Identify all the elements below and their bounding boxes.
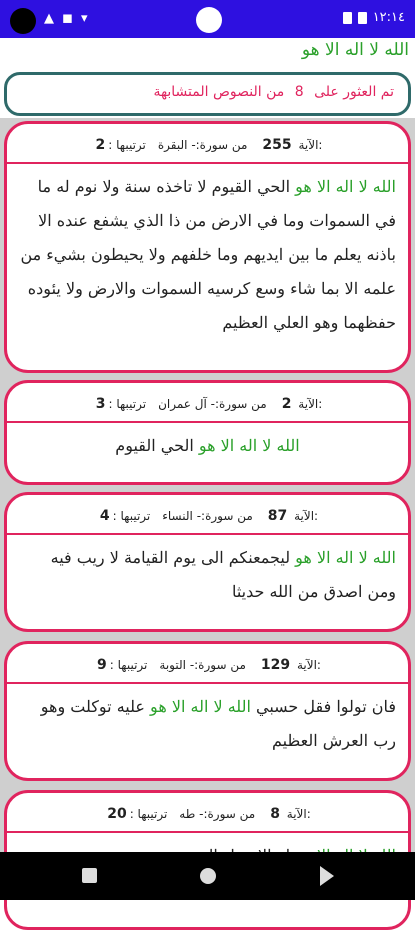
result-card[interactable] <box>4 492 411 632</box>
result-card[interactable] <box>4 641 411 781</box>
card-header <box>7 793 408 833</box>
system-nav-bar <box>0 852 415 900</box>
result-card[interactable] <box>4 121 411 373</box>
order-info: ترتيبها :20 <box>107 806 168 822</box>
surah-name: التوبة <box>159 658 186 672</box>
surah-info: من سورة:- النساء <box>162 509 253 523</box>
ayah-text: الله لا اله الا هو الحي القيوم لا تاخذه سنة ولا نوم له ما في السموات وما في الارض من ذا الذي يشفع عنده الا باذنه يعلم ما بين ايديهم وما خلفهم ولا يحيطون بشيء من علمه الا بما شاء وسع كرسيه السموات والارض ولا يئوده حفظهما وهو العلي العظيم <box>20 177 396 332</box>
surah-name: طه <box>179 807 196 821</box>
ayah-info: :الآية 8 <box>270 806 311 822</box>
ayah-info: :الآية 255 <box>262 137 323 153</box>
sim-icon <box>343 12 352 24</box>
summary-count: 8 <box>294 84 304 100</box>
surah-info: من سورة:- طه <box>179 807 256 821</box>
summary-before: تم العثور على <box>314 84 394 100</box>
surah-info: من سورة:- آل عمران <box>158 397 267 411</box>
ayah-text: فان تولوا فقل حسبي الله لا اله الا هو عليه توكلت وهو رب العرش العظيم <box>40 697 396 750</box>
circle-home-icon[interactable] <box>200 868 216 884</box>
ayah-info: :الآية 2 <box>281 396 323 412</box>
ayah-number: 2 <box>281 396 292 412</box>
ayah-info: :الآية 129 <box>260 657 321 673</box>
order-info: ترتيبها :4 <box>99 508 151 524</box>
surah-info: من سورة:- البقرة <box>157 138 248 152</box>
results-summary <box>4 72 411 116</box>
order-number: 3 <box>95 396 106 412</box>
results-list[interactable] <box>0 118 415 852</box>
ayah-number: 129 <box>260 657 291 673</box>
notification-dot-icon <box>10 8 36 34</box>
highlighted-match: الله لا اله الا هو <box>198 436 300 455</box>
ayah-info: :الآية 87 <box>267 508 319 524</box>
ayah-text: الله لا اله الا هو ليجمعنكم الى يوم القيامة لا ريب فيه ومن اصدق من الله حديثا <box>50 548 396 601</box>
surah-name: آل عمران <box>158 397 207 411</box>
highlighted-match: الله لا اله الا هو <box>295 177 396 196</box>
highlighted-match: الله لا اله الا هو <box>150 697 251 716</box>
square-back-icon[interactable] <box>82 868 97 883</box>
ayah-text: الله لا اله الا هو الحي القيوم <box>115 436 300 455</box>
order-number: 20 <box>107 806 127 822</box>
surah-name: البقرة <box>157 138 188 152</box>
ayah-number: 255 <box>262 137 292 153</box>
status-left-icons: ▲ ◼ ▾ <box>44 11 90 26</box>
card-header <box>7 124 408 164</box>
card-header <box>7 383 408 423</box>
status-time: ١٢:١٤ <box>372 10 405 25</box>
ayah-number: 8 <box>270 806 280 822</box>
order-info: ترتيبها :2 <box>95 137 146 153</box>
order-number: 2 <box>95 137 106 153</box>
card-header <box>7 644 408 684</box>
order-number: 4 <box>99 508 110 524</box>
result-card[interactable] <box>4 380 411 485</box>
order-info: ترتيبها :3 <box>95 396 147 412</box>
summary-after: من النصوص المتشابهة <box>153 84 285 100</box>
highlighted-match: الله لا اله الا هو <box>295 548 396 567</box>
camera-cutout <box>196 7 222 33</box>
surah-name: النساء <box>162 509 193 523</box>
status-right <box>343 10 405 25</box>
triangle-recent-icon[interactable] <box>320 866 334 886</box>
search-query: الله لا اله الا هو <box>301 40 409 60</box>
surah-info: من سورة:- التوبة <box>159 658 246 672</box>
battery-icon <box>358 12 367 24</box>
order-number: 9 <box>97 657 107 673</box>
order-info: ترتيبها :9 <box>97 657 148 673</box>
status-bar <box>0 0 415 38</box>
card-header <box>7 495 408 535</box>
ayah-number: 87 <box>267 508 288 524</box>
